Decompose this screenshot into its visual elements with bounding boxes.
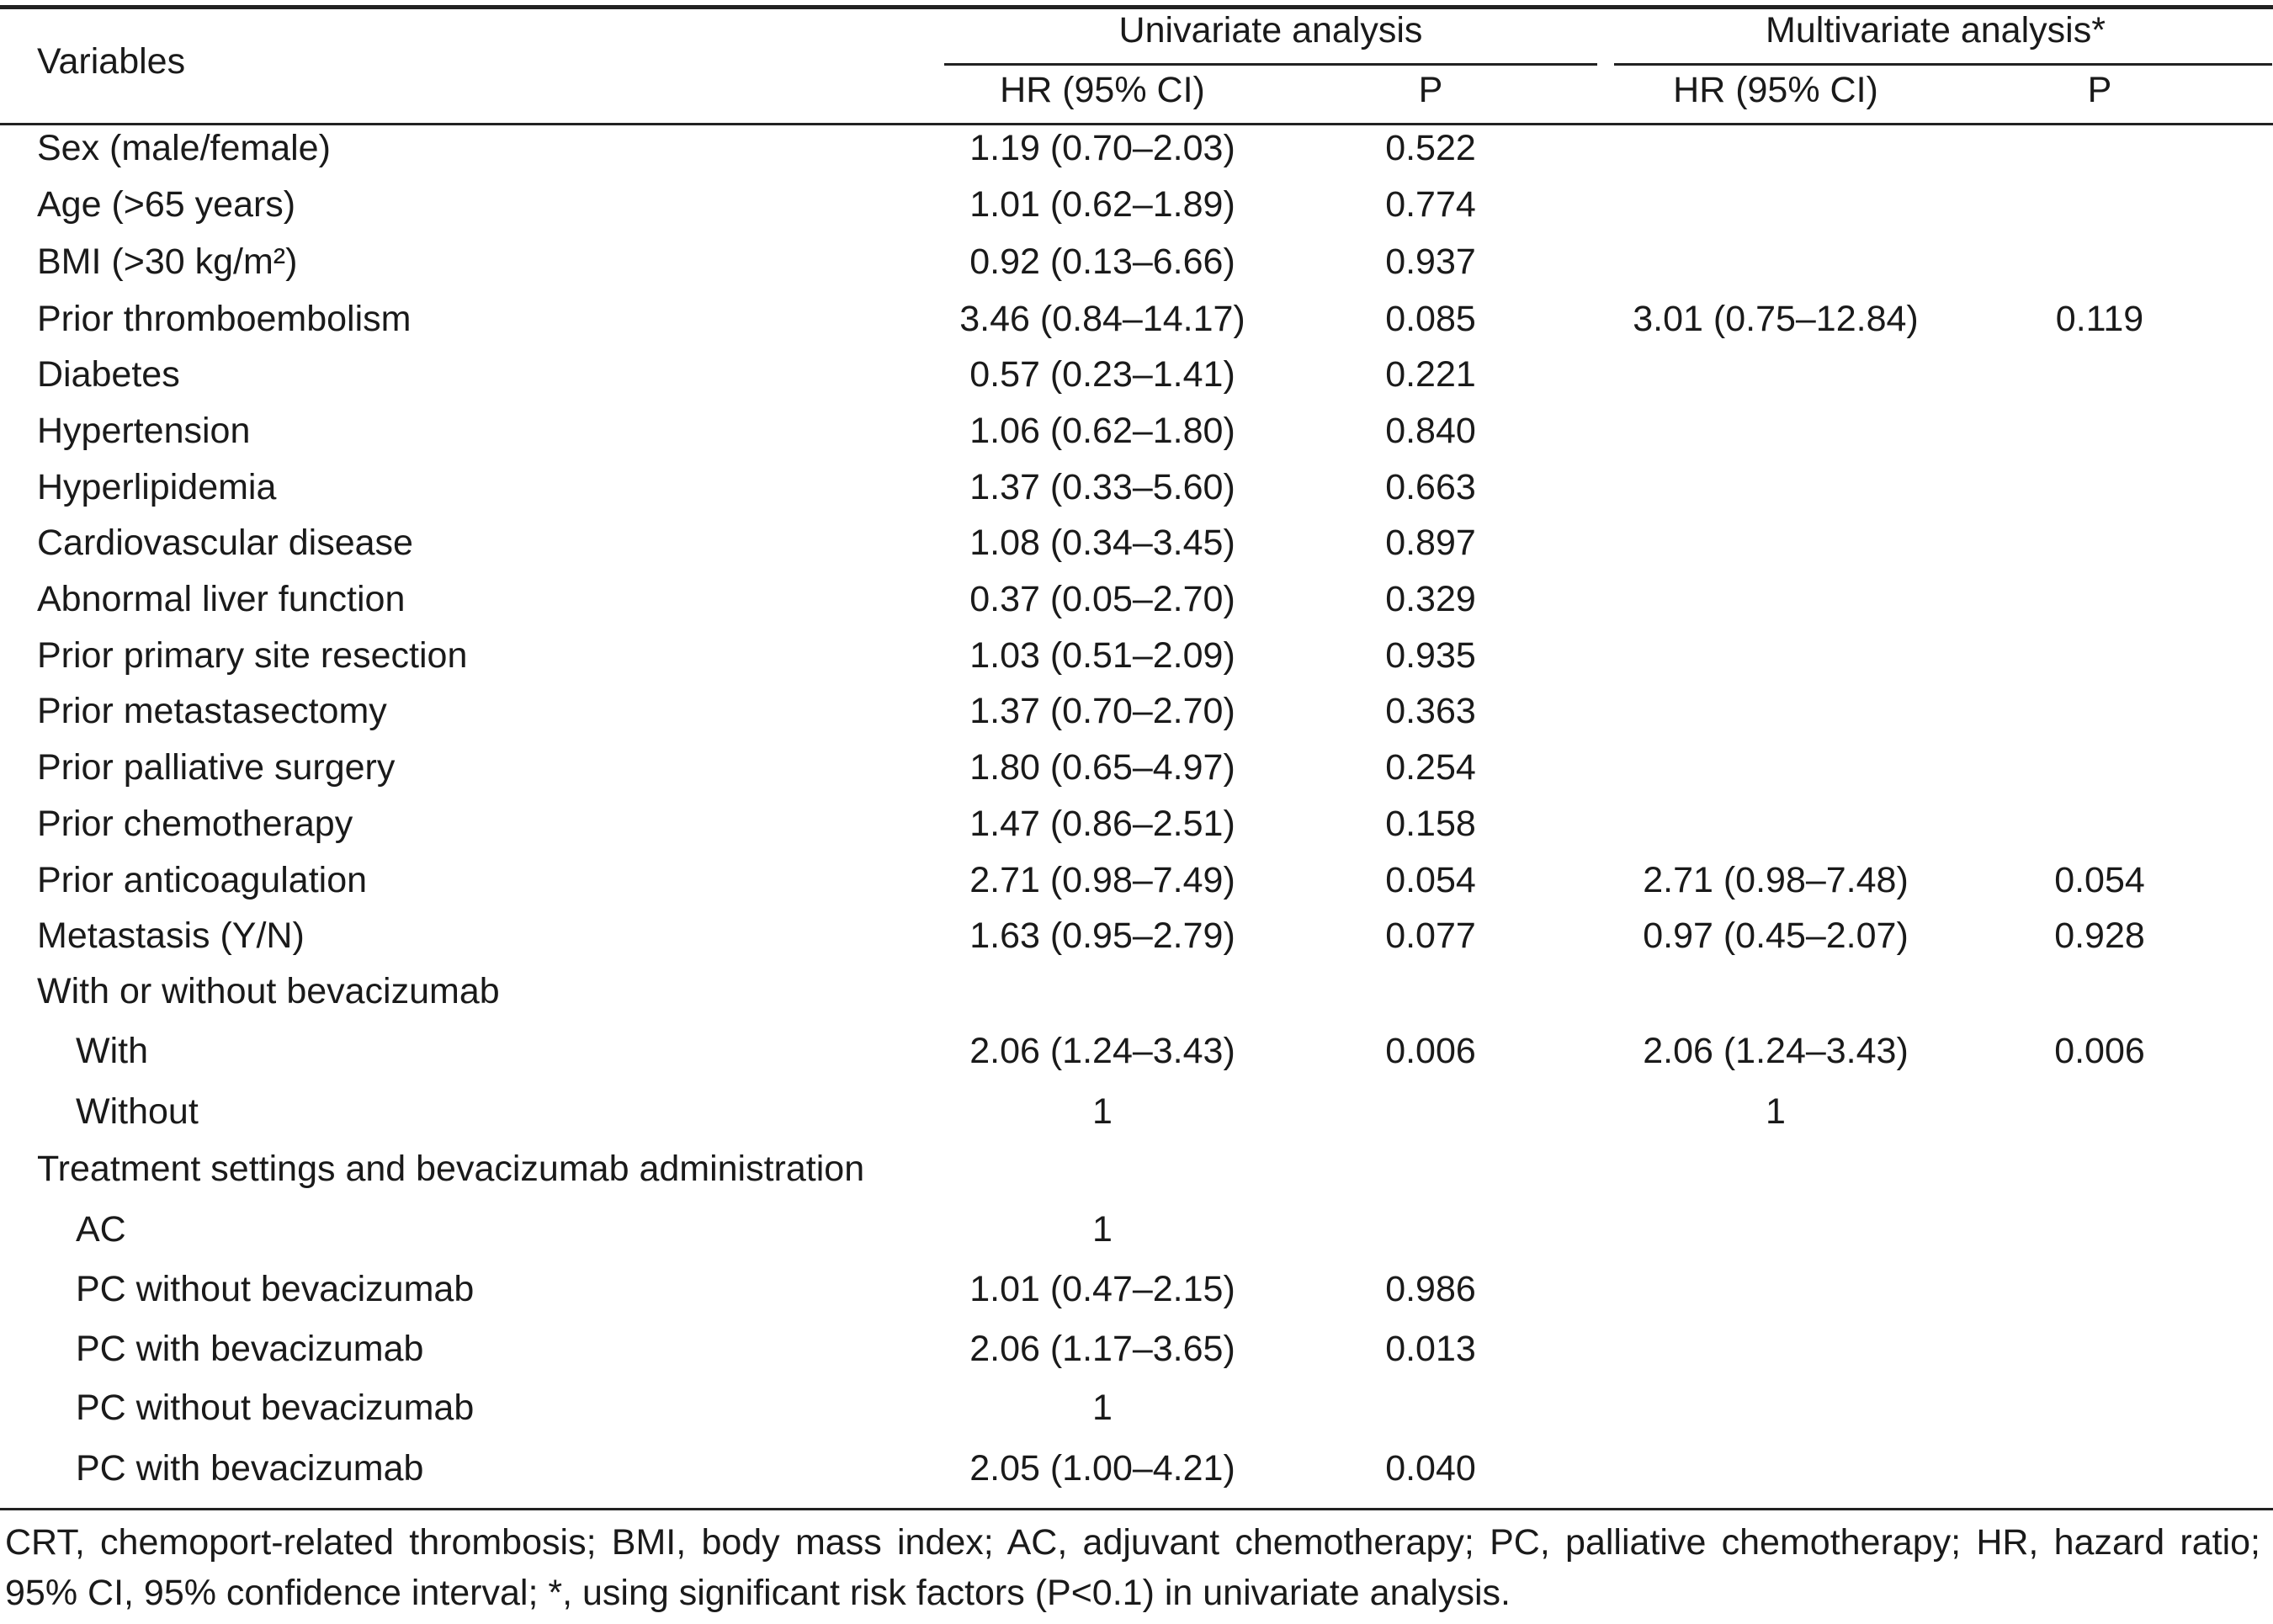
cell-multivariate-hr: 0.97 (0.45–2.07) [1643, 915, 1909, 956]
cell-variable: Abnormal liver function [37, 579, 406, 619]
cell-variable: Prior primary site resection [37, 635, 468, 676]
header-multivariate: Multivariate analysis* [1766, 10, 2106, 50]
cell-variable: With [76, 1031, 148, 1071]
cell-univariate-hr: 1.01 (0.47–2.15) [969, 1269, 1235, 1309]
cell-univariate-p: 0.935 [1385, 635, 1476, 676]
cell-univariate-p: 0.013 [1385, 1329, 1476, 1369]
cell-variable: PC with bevacizumab [76, 1329, 424, 1369]
cell-variable: PC with bevacizumab [76, 1448, 424, 1489]
cell-univariate-hr: 1.37 (0.70–2.70) [969, 691, 1235, 731]
cell-variable: PC without bevacizumab [76, 1388, 475, 1428]
cell-variable: Age (>65 years) [37, 184, 296, 225]
cell-multivariate-p: 0.006 [2054, 1031, 2145, 1071]
cell-univariate-p: 0.329 [1385, 579, 1476, 619]
cell-variable: AC [76, 1209, 126, 1250]
cell-univariate-p: 0.363 [1385, 691, 1476, 731]
cell-univariate-hr: 2.71 (0.98–7.49) [969, 860, 1235, 900]
cell-univariate-hr: 1.06 (0.62–1.80) [969, 411, 1235, 451]
cell-univariate-p: 0.006 [1385, 1031, 1476, 1071]
cell-univariate-p: 0.986 [1385, 1269, 1476, 1309]
cell-univariate-hr: 0.37 (0.05–2.70) [969, 579, 1235, 619]
cell-univariate-hr: 1.08 (0.34–3.45) [969, 523, 1235, 563]
cell-variable: Prior thromboembolism [37, 299, 412, 339]
cell-variable: With or without bevacizumab [37, 971, 500, 1011]
cell-univariate-p: 0.158 [1385, 804, 1476, 844]
cell-univariate-p: 0.085 [1385, 299, 1476, 339]
cell-multivariate-hr: 2.06 (1.24–3.43) [1643, 1031, 1909, 1071]
cell-univariate-p: 0.522 [1385, 128, 1476, 168]
cell-univariate-hr: 1.47 (0.86–2.51) [969, 804, 1235, 844]
cell-variable: Prior palliative surgery [37, 747, 396, 788]
cell-univariate-p: 0.774 [1385, 184, 1476, 225]
header-multivariate-p: P [2087, 70, 2112, 110]
cell-multivariate-hr: 1 [1766, 1091, 1786, 1132]
cell-univariate-p: 0.254 [1385, 747, 1476, 788]
cell-univariate-hr: 0.57 (0.23–1.41) [969, 354, 1235, 395]
cell-variable: Sex (male/female) [37, 128, 331, 168]
cell-multivariate-hr: 2.71 (0.98–7.48) [1643, 860, 1909, 900]
cell-variable: Diabetes [37, 354, 180, 395]
header-univariate: Univariate analysis [1118, 10, 1423, 50]
cell-univariate-p: 0.221 [1385, 354, 1476, 395]
cell-univariate-p: 0.040 [1385, 1448, 1476, 1489]
cell-univariate-hr: 1.63 (0.95–2.79) [969, 915, 1235, 956]
cell-univariate-hr: 1.80 (0.65–4.97) [969, 747, 1235, 788]
cell-variable: Hyperlipidemia [37, 467, 277, 507]
cell-multivariate-p: 0.054 [2054, 860, 2145, 900]
cell-variable: Prior anticoagulation [37, 860, 368, 900]
multivariate-underline [1614, 63, 2272, 66]
cell-multivariate-p: 0.119 [2055, 299, 2144, 339]
cell-univariate-p: 0.077 [1385, 915, 1476, 956]
cell-univariate-hr: 2.05 (1.00–4.21) [969, 1448, 1235, 1489]
cell-univariate-p: 0.897 [1385, 523, 1476, 563]
header-univariate-hr: HR (95% CI) [1000, 70, 1205, 110]
cell-univariate-p: 0.937 [1385, 241, 1476, 282]
cell-univariate-hr: 1.01 (0.62–1.89) [969, 184, 1235, 225]
cell-univariate-hr: 3.46 (0.84–14.17) [959, 299, 1245, 339]
cell-univariate-p: 0.663 [1385, 467, 1476, 507]
cell-univariate-hr: 1 [1092, 1209, 1113, 1250]
table-header-rule [0, 123, 2273, 125]
cell-variable: Metastasis (Y/N) [37, 915, 305, 956]
header-multivariate-hr: HR (95% CI) [1673, 70, 1878, 110]
cell-variable: PC without bevacizumab [76, 1269, 475, 1309]
cell-univariate-p: 0.054 [1385, 860, 1476, 900]
cell-multivariate-p: 0.928 [2054, 915, 2145, 956]
cell-variable: BMI (>30 kg/m²) [37, 241, 298, 282]
cell-variable: Cardiovascular disease [37, 523, 413, 563]
cell-variable: Without [76, 1091, 199, 1132]
header-univariate-p: P [1418, 70, 1443, 110]
cell-univariate-hr: 2.06 (1.24–3.43) [969, 1031, 1235, 1071]
univariate-underline [944, 63, 1597, 66]
cell-variable: Hypertension [37, 411, 251, 451]
cell-univariate-hr: 1.03 (0.51–2.09) [969, 635, 1235, 676]
header-variables: Variables [37, 41, 186, 82]
cell-univariate-p: 0.840 [1385, 411, 1476, 451]
table-bottom-rule [0, 1508, 2273, 1510]
cell-variable: Prior metastasectomy [37, 691, 387, 731]
cell-variable: Prior chemotherapy [37, 804, 353, 844]
cell-univariate-hr: 1.37 (0.33–5.60) [969, 467, 1235, 507]
cell-univariate-hr: 1 [1092, 1388, 1113, 1428]
cell-univariate-hr: 0.92 (0.13–6.66) [969, 241, 1235, 282]
cell-univariate-hr: 2.06 (1.17–3.65) [969, 1329, 1235, 1369]
cell-multivariate-hr: 3.01 (0.75–12.84) [1633, 299, 1919, 339]
cell-variable: Treatment settings and bevacizumab administration [37, 1149, 865, 1189]
cell-univariate-hr: 1 [1092, 1091, 1113, 1132]
table-footnote: CRT, chemoport-related thrombosis; BMI, body mass index; AC, adjuvant chemotherapy; PC, palliative chemotherapy; HR, hazard ratio; 95% CI, 95% confidence interval; *, using significant risk factors (P<0.1) in univariate analysis. [5, 1522, 2260, 1613]
cell-univariate-hr: 1.19 (0.70–2.03) [969, 128, 1235, 168]
